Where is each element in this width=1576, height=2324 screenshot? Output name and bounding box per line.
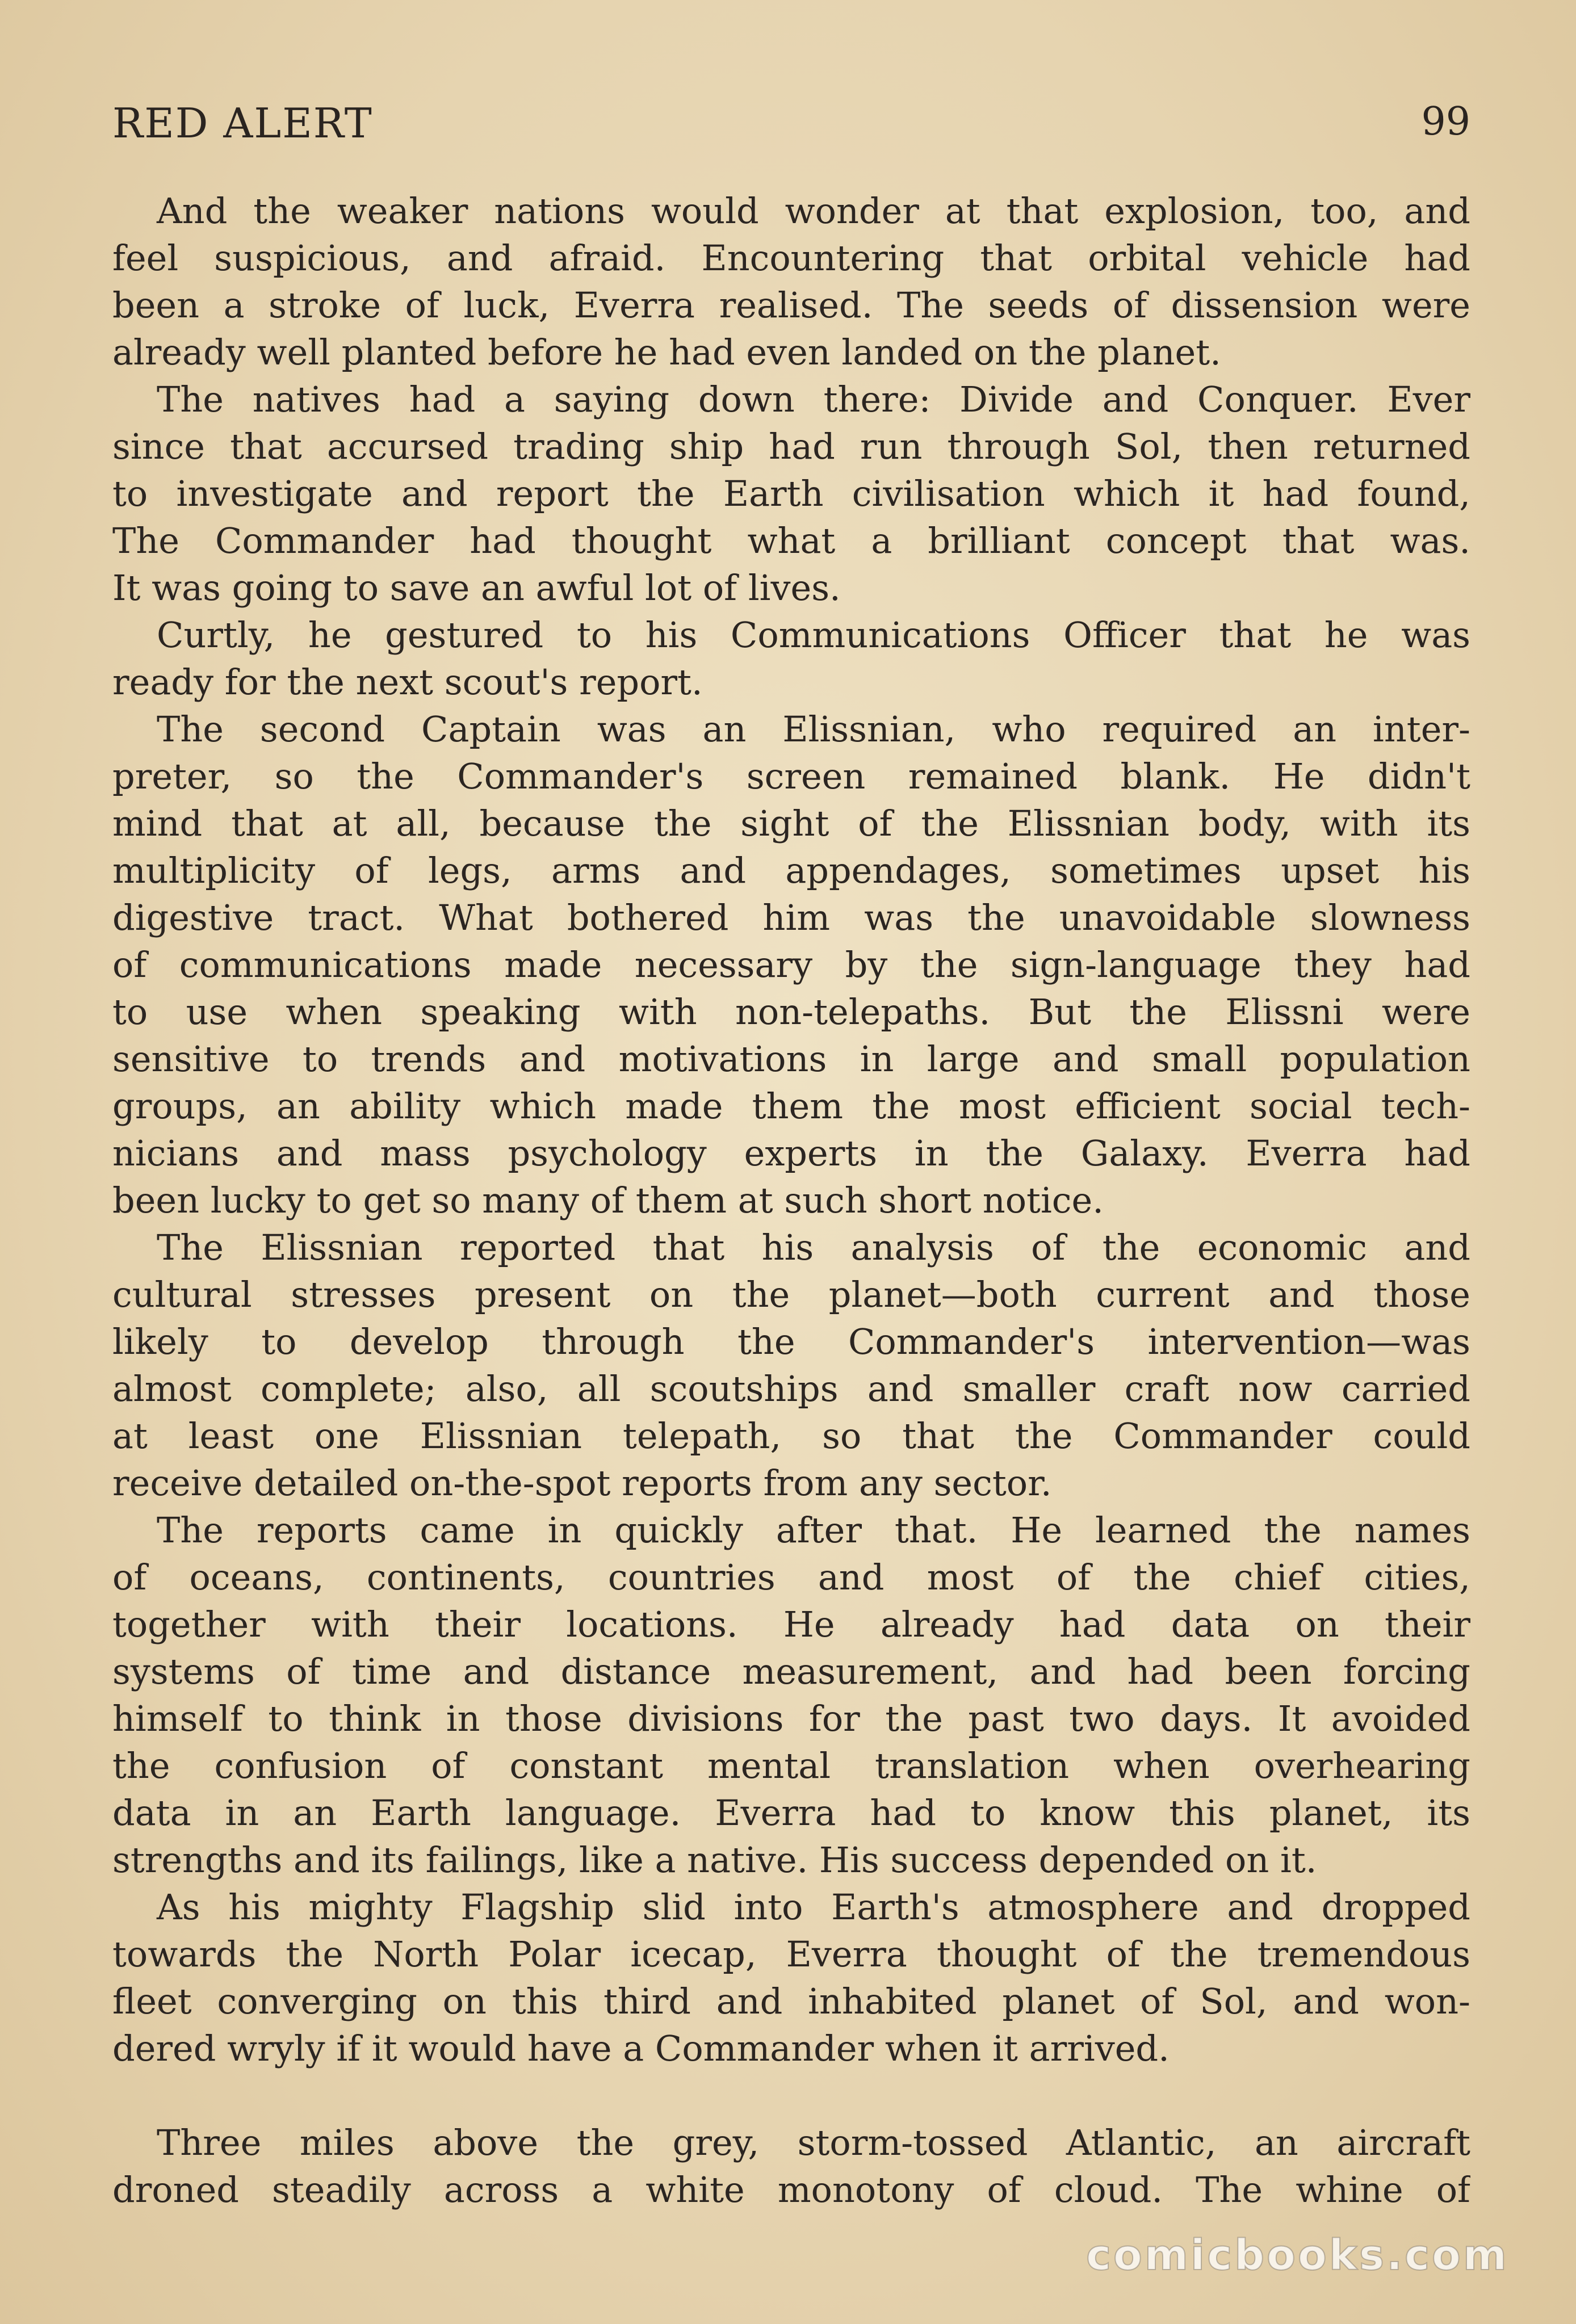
- text-line: fleet converging on this third and inhabited planet of Sol, and won-: [112, 1981, 1470, 2022]
- text-line: cultural stresses present on the planet—both current and those: [112, 1274, 1470, 1315]
- text-line: at least one Elissnian telepath, so that the Commander could: [112, 1415, 1470, 1457]
- running-head: [112, 99, 1470, 150]
- text-line: The Commander had thought what a brilliant concept that was.: [112, 520, 1470, 561]
- text-line: to investigate and report the Earth civilisation which it had found,: [112, 473, 1470, 514]
- running-title: RED ALERT: [112, 99, 373, 147]
- text-line: It was going to save an awful lot of lives.: [112, 567, 841, 609]
- text-line: ready for the next scout's report.: [112, 661, 703, 703]
- text-line: himself to think in those divisions for the past two days. It avoided: [112, 1698, 1470, 1739]
- text-line: multiplicity of legs, arms and appendages, sometimes upset his: [112, 850, 1470, 891]
- text-line: digestive tract. What bothered him was the unavoidable slowness: [112, 897, 1470, 938]
- watermark-logo: comicbooks.com: [1086, 2231, 1509, 2280]
- text-line: droned steadily across a white monotony of cloud. The whine of: [112, 2169, 1470, 2210]
- text-line: systems of time and distance measurement, and had been forcing: [112, 1651, 1470, 1692]
- text-line: And the weaker nations would wonder at that explosion, too, and: [157, 190, 1470, 232]
- text-line: already well planted before he had even landed on the planet.: [112, 332, 1221, 373]
- text-line: of oceans, continents, countries and most of the chief cities,: [112, 1557, 1470, 1598]
- text-line: dered wryly if it would have a Commander when it arrived.: [112, 2028, 1170, 2069]
- body-text: [112, 187, 1470, 2213]
- text-line: mind that at all, because the sight of the Elissnian body, with its: [112, 803, 1470, 844]
- text-line: The second Captain was an Elissnian, who required an inter-: [157, 708, 1470, 750]
- text-line: since that accursed trading ship had run through Sol, then returned: [112, 426, 1470, 467]
- text-line: of communications made necessary by the sign-language they had: [112, 944, 1470, 985]
- text-line: Three miles above the grey, storm-tossed Atlantic, an aircraft: [157, 2122, 1470, 2163]
- text-line: preter, so the Commander's screen remained blank. He didn't: [112, 756, 1470, 797]
- text-line: groups, an ability which made them the most efficient social tech-: [112, 1085, 1470, 1127]
- text-line: As his mighty Flagship slid into Earth's atmosphere and dropped: [157, 1886, 1470, 1928]
- text-line: sensitive to trends and motivations in large and small population: [112, 1038, 1470, 1080]
- text-line: been lucky to get so many of them at such short notice.: [112, 1180, 1104, 1221]
- text-line: receive detailed on-the-spot reports from any sector.: [112, 1462, 1052, 1504]
- text-line: towards the North Polar icecap, Everra thought of the tremendous: [112, 1933, 1470, 1975]
- section-break: [112, 2072, 1470, 2119]
- page-number: 99: [1421, 99, 1470, 144]
- text-line: Curtly, he gestured to his Communications Officer that he was: [157, 614, 1470, 656]
- text-line: The reports came in quickly after that. He learned the names: [157, 1509, 1470, 1551]
- text-line: likely to develop through the Commander's intervention—was: [112, 1321, 1470, 1362]
- text-line: The Elissnian reported that his analysis of the economic and: [157, 1227, 1470, 1268]
- text-line: strengths and its failings, like a native. His success depended on it.: [112, 1839, 1317, 1881]
- text-line: nicians and mass psychology experts in the Galaxy. Everra had: [112, 1132, 1470, 1174]
- text-line: the confusion of constant mental translation when overhearing: [112, 1745, 1470, 1786]
- text-line: feel suspicious, and afraid. Encountering that orbital vehicle had: [112, 237, 1470, 279]
- text-line: The natives had a saying down there: Divide and Conquer. Ever: [157, 379, 1470, 420]
- text-line: to use when speaking with non-telepaths. But the Elissni were: [112, 991, 1470, 1033]
- text-line: together with their locations. He already had data on their: [112, 1604, 1470, 1645]
- text-line: almost complete; also, all scoutships and smaller craft now carried: [112, 1368, 1470, 1409]
- text-line: been a stroke of luck, Everra realised. The seeds of dissension were: [112, 284, 1470, 326]
- text-line: data in an Earth language. Everra had to know this planet, its: [112, 1792, 1470, 1834]
